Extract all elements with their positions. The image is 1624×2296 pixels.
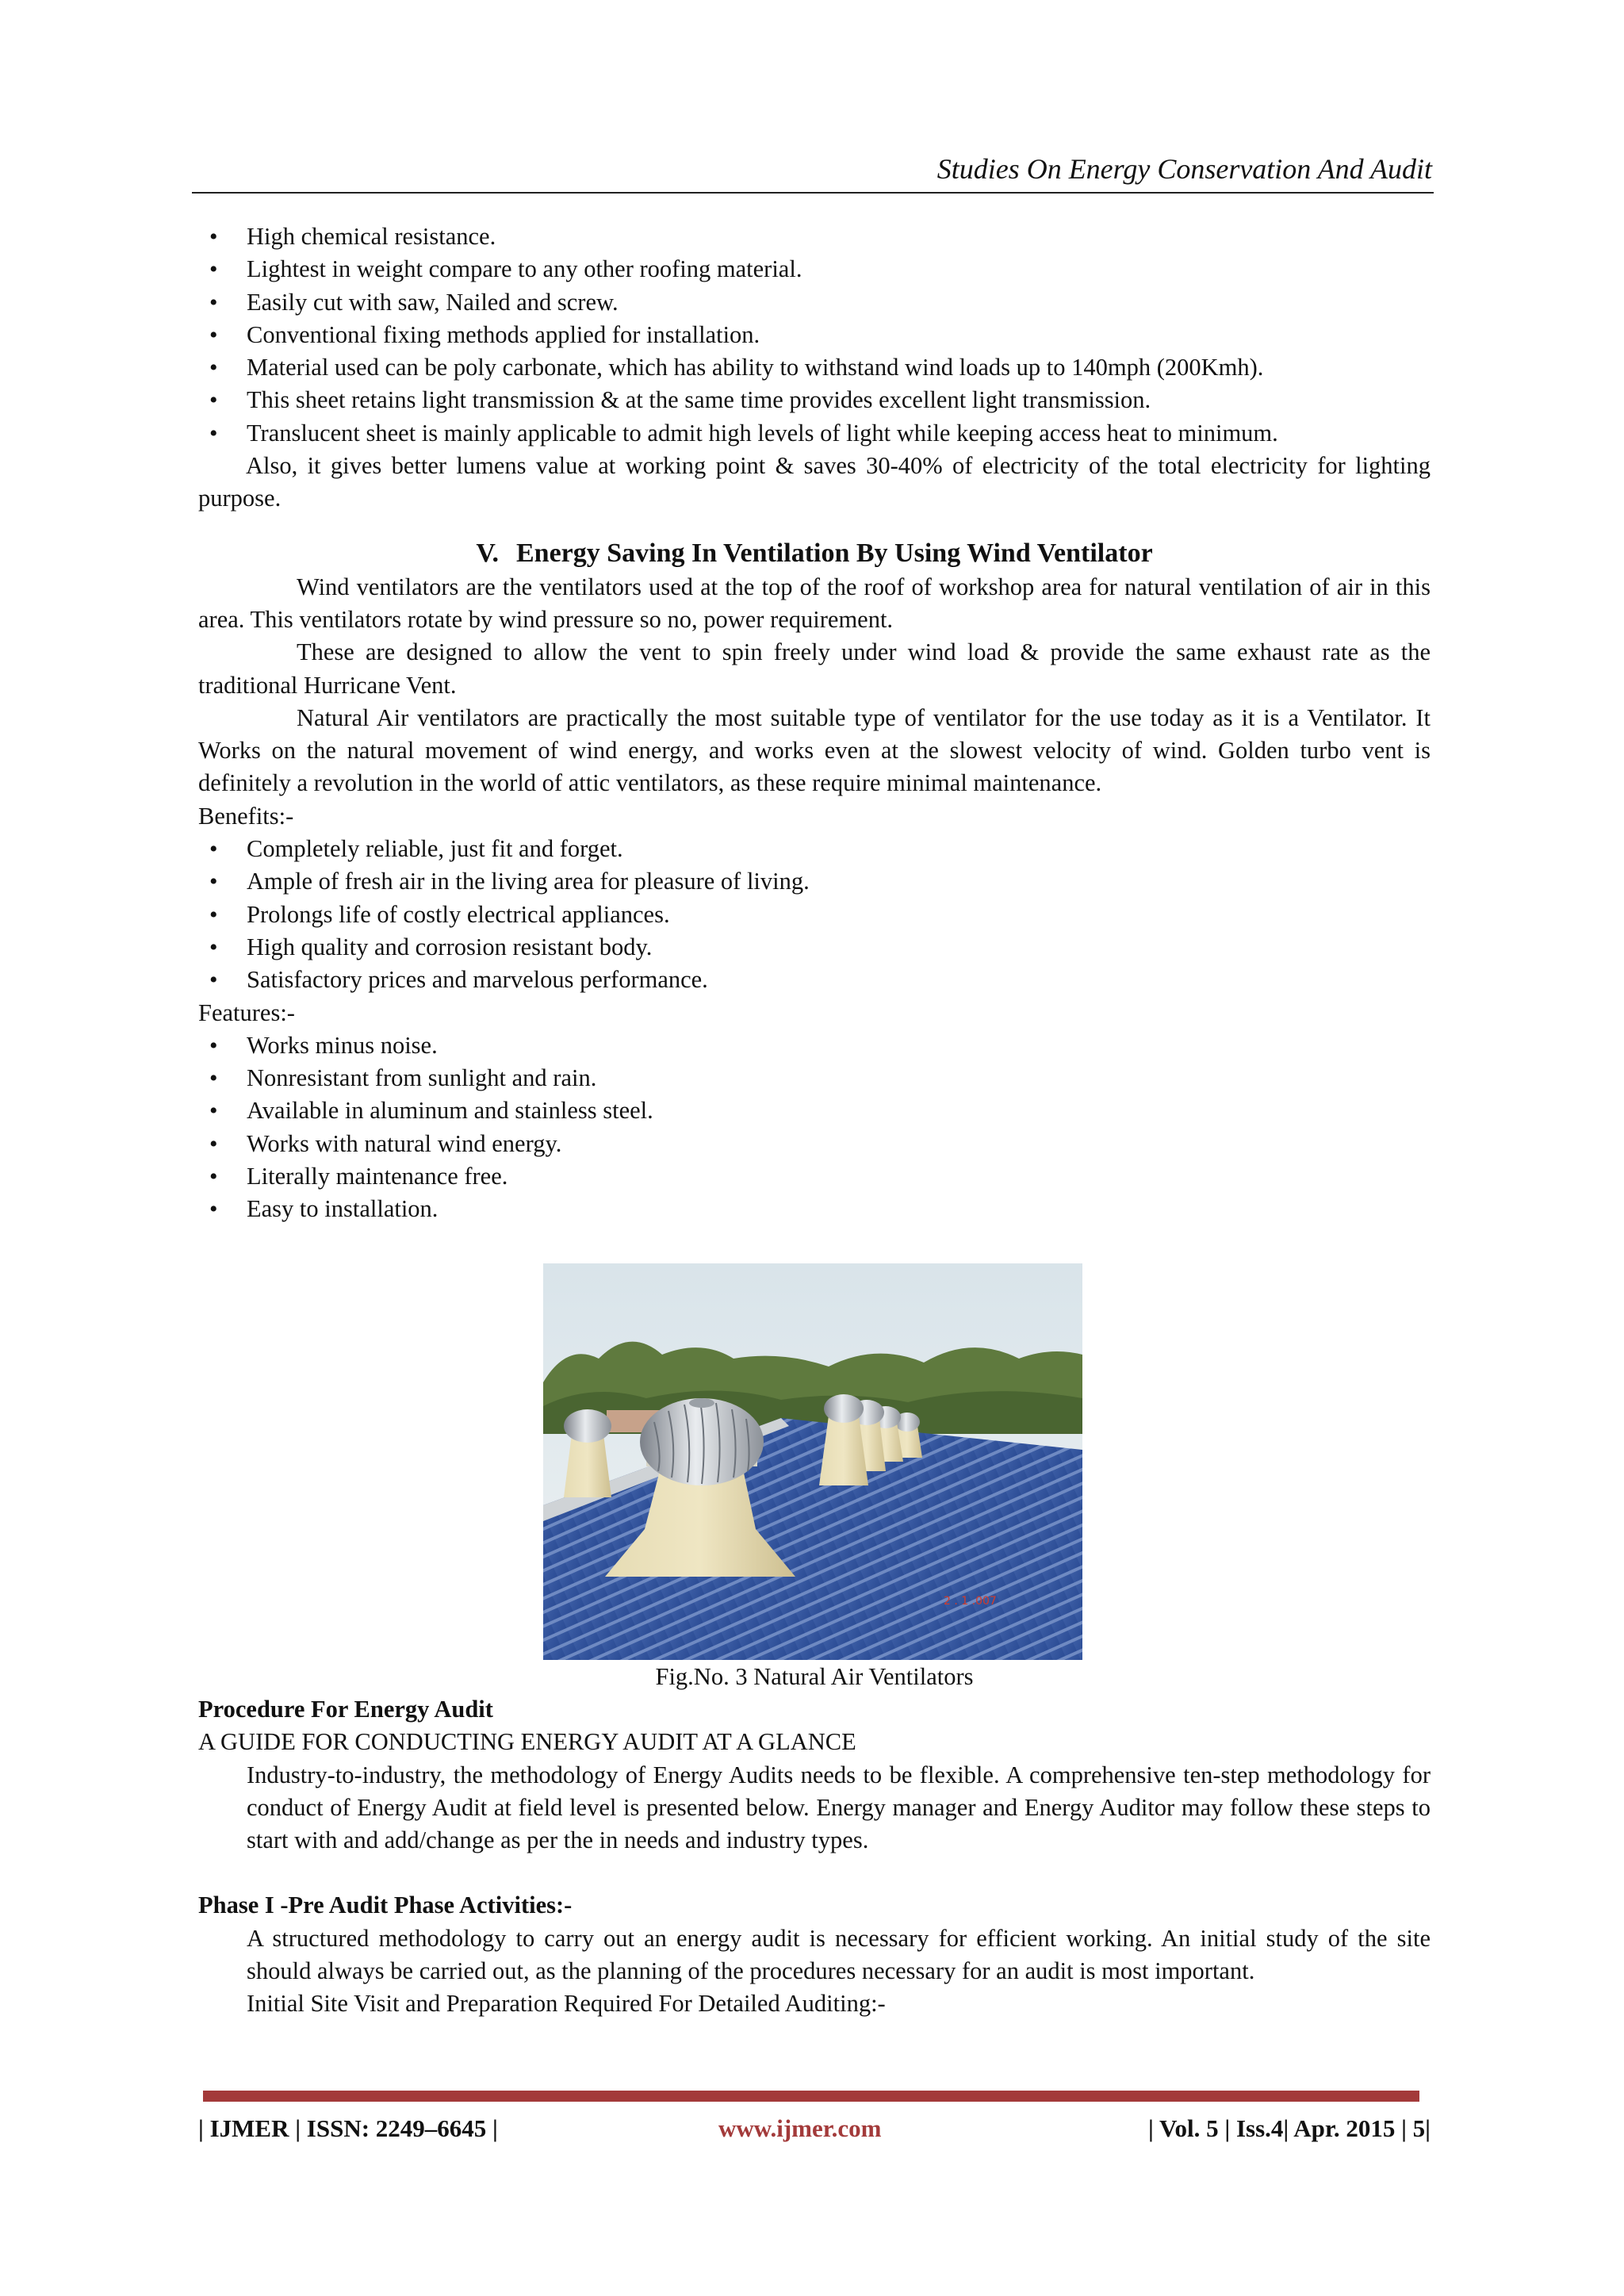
list-item: • Translucent sheet is mainly applicable to admit high levels of light while keeping access heat to minimum. <box>198 417 1431 450</box>
paragraph: A structured methodology to carry out an energy audit is necessary for efficient working. An initial study of the site should always be carried out, as the planning of the procedures necessary for an audit is most important. <box>247 1924 1431 1985</box>
lower-body <box>198 1693 1431 2021</box>
footer-website-link[interactable]: www.ijmer.com <box>718 2114 882 2142</box>
ventilator-photo <box>543 1263 1082 1660</box>
bullet-icon: • <box>209 868 218 895</box>
bullet-icon: • <box>209 420 218 447</box>
paragraph: These are designed to allow the vent to spin freely under wind load & provide the same exhaust rate as the traditional Hurricane Vent. <box>198 638 1431 699</box>
list-item: • Satisfactory prices and marvelous performance. <box>198 964 1431 996</box>
bullet-icon: • <box>209 1098 218 1125</box>
list-item: • Literally maintenance free. <box>198 1160 1431 1193</box>
phase1-heading: Phase I -Pre Audit Phase Activities:- <box>198 1892 573 1919</box>
upper-body <box>198 220 1431 1226</box>
list-item: • Works with natural wind energy. <box>198 1128 1431 1160</box>
paragraph: Industry-to-industry, the methodology of Energy Audits needs to be flexible. A comprehensive ten-step methodology for conduct of Energy Audit at field level is presented below. Energy manager and Energy Auditor may follow these steps to start with and add/change as per the in needs and industry types. <box>247 1761 1431 1854</box>
bullet-icon: • <box>209 1065 218 1092</box>
list-item: • Easy to installation. <box>198 1193 1431 1225</box>
bullet-icon: • <box>209 289 218 316</box>
paragraph: Initial Site Visit and Preparation Required For Detailed Auditing:- <box>247 1990 886 2018</box>
list-item: • Works minus noise. <box>198 1029 1431 1062</box>
footer-volume-page: | Vol. 5 | Iss.4| Apr. 2015 | 5| <box>1147 2114 1431 2142</box>
procedure-block <box>198 1759 1431 1857</box>
procedure-subheading: A GUIDE FOR CONDUCTING ENERGY AUDIT AT A GLANCE <box>198 1728 856 1756</box>
features-label: Features:- <box>198 999 295 1026</box>
figure-caption: Fig.No. 3 Natural Air Ventilators <box>655 1663 974 1690</box>
bullet-icon: • <box>209 224 218 250</box>
bullet-icon: • <box>209 933 218 960</box>
footer <box>198 2111 1431 2149</box>
benefits-list <box>198 833 1431 996</box>
list-item: • This sheet retains light transmission & at the same time provides excellent light transmission. <box>198 384 1431 416</box>
bullet-icon: • <box>209 355 218 381</box>
bullet-icon: • <box>209 1163 218 1190</box>
bullet-icon: • <box>209 901 218 928</box>
list-item: • Completely reliable, just fit and forget. <box>198 833 1431 865</box>
running-title: Studies On Energy Conservation And Audit <box>936 153 1432 185</box>
list-item: • Conventional fixing methods applied for installation. <box>198 319 1431 351</box>
bullet-icon: • <box>209 387 218 414</box>
lumens-paragraph: Also, it gives better lumens value at working point & saves 30-40% of electricity of the total electricity for lighting purpose. <box>198 452 1431 512</box>
list-item: • Lightest in weight compare to any other roofing material. <box>198 253 1431 286</box>
bullet-icon: • <box>209 1130 218 1157</box>
list-item: • Easily cut with saw, Nailed and screw. <box>198 286 1431 319</box>
list-item: • Material used can be poly carbonate, which has ability to withstand wind loads up to 140mph (200Kmh). <box>198 351 1431 384</box>
bullet-icon: • <box>209 1032 218 1059</box>
paragraph: Wind ventilators are the ventilators used at the top of the roof of workshop area for natural ventilation of air in this area. This ventilators rotate by wind pressure so no, power requirement. <box>198 573 1431 633</box>
bullet-icon: • <box>209 836 218 863</box>
list-item: • Nonresistant from sunlight and rain. <box>198 1062 1431 1094</box>
section-heading <box>198 536 1431 571</box>
features-list <box>198 1029 1431 1226</box>
list-item: • High chemical resistance. <box>198 220 1431 253</box>
procedure-heading: Procedure For Energy Audit <box>198 1696 493 1723</box>
list-item: • High quality and corrosion resistant body. <box>198 931 1431 964</box>
list-item: • Prolongs life of costly electrical appliances. <box>198 899 1431 931</box>
header-rule <box>192 192 1434 194</box>
top-bullet-list <box>198 220 1431 450</box>
ventilator-photo-image <box>543 1263 1082 1660</box>
list-item: • Available in aluminum and stainless steel. <box>198 1094 1431 1127</box>
benefits-label: Benefits:- <box>198 802 294 830</box>
spacer <box>198 1857 1431 1889</box>
bullet-icon: • <box>209 967 218 994</box>
paragraph: Natural Air ventilators are practically the most suitable type of ventilator for the use today as it is a Ventilator. It Works on the natural movement of wind energy, and works even at the slowest velocity of wind. Golden turbo vent is definitely a revolution in the world of attic ventilators, as these require minimal maintenance. <box>198 703 1431 797</box>
bullet-icon: • <box>209 1196 218 1223</box>
bullet-icon: • <box>209 321 218 348</box>
footer-journal-issn: | IJMER | ISSN: 2249–6645 | <box>198 2114 498 2142</box>
footer-rule <box>203 2091 1419 2102</box>
phase1-block <box>198 1922 1431 2021</box>
section-title: Energy Saving In Ventilation By Using Wind Ventilator <box>515 538 1153 568</box>
photo-date-stamp: 2 . 1 .007 <box>944 1595 997 1608</box>
list-item: • Ample of fresh air in the living area for pleasure of living. <box>198 865 1431 898</box>
section-number: V. <box>476 538 499 568</box>
bullet-icon: • <box>209 256 218 283</box>
